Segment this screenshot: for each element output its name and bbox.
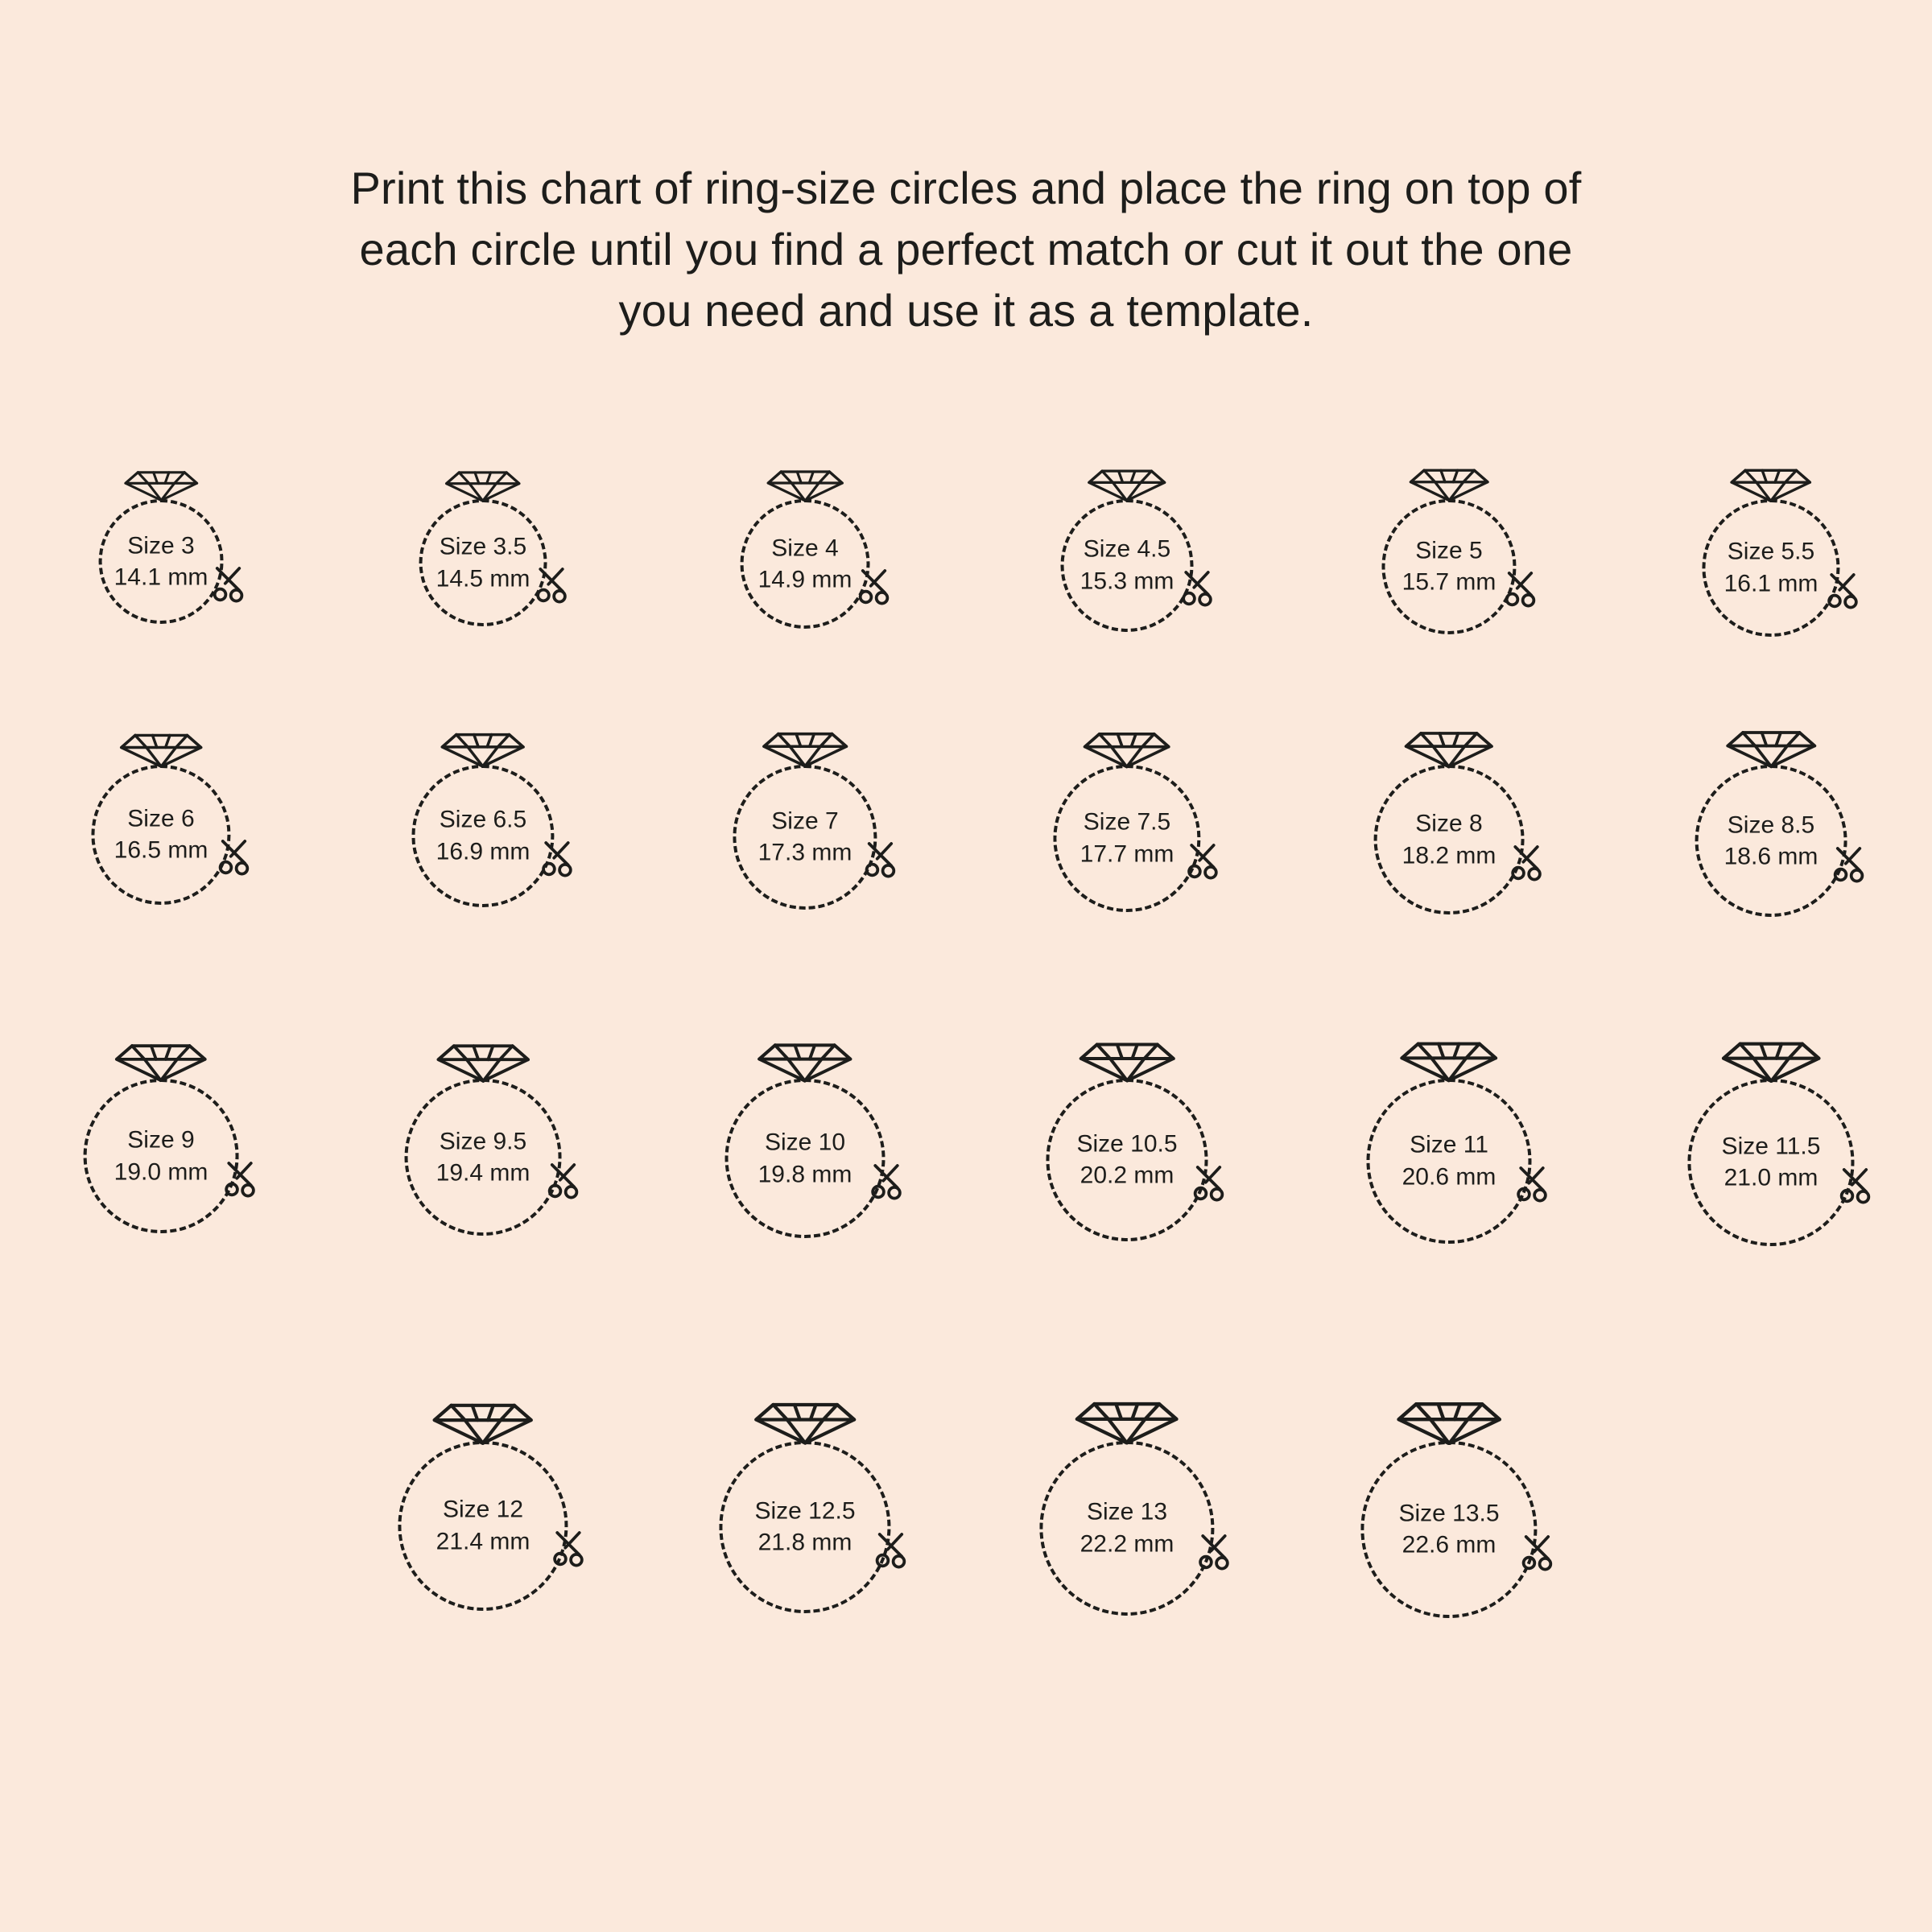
dashed-circle-icon: [725, 1079, 885, 1238]
ring-size-cell[interactable]: [1610, 1030, 1932, 1393]
ring-template: [1687, 1079, 1855, 1294]
scissors-icon: [1832, 844, 1872, 885]
ring-template: [412, 765, 555, 956]
ring-template: [719, 1441, 891, 1662]
ring-size-label: [758, 1127, 852, 1191]
ring-template: [98, 499, 223, 672]
scissors-icon: [223, 1159, 263, 1199]
ring-size-label: [758, 805, 852, 869]
diamond-gem-icon: [755, 1039, 854, 1083]
ring-size-label: [1402, 1129, 1496, 1193]
ring-diameter-mm: 19.4 mm: [436, 1159, 530, 1187]
ring-diameter-mm: 21.8 mm: [758, 1529, 852, 1556]
ring-size-number: Size 13.5: [1398, 1500, 1500, 1527]
ring-template: [84, 1079, 238, 1282]
dashed-circle-icon: [1040, 1441, 1215, 1616]
scissors-icon: [546, 1161, 586, 1201]
dashed-circle-icon: [1054, 765, 1201, 912]
scissors-icon: [1509, 843, 1550, 883]
diamond-gem-icon: [431, 1399, 536, 1445]
ring-size-row: [0, 716, 1932, 1030]
ring-size-label: [436, 1125, 530, 1189]
ring-template: [404, 1079, 561, 1284]
ring-size-cell[interactable]: [1610, 716, 1932, 1030]
ring-size-cell[interactable]: [1288, 1030, 1610, 1393]
ring-size-number: Size 6.5: [439, 806, 527, 833]
ring-size-label: [754, 1495, 855, 1558]
ring-size-cell[interactable]: [1288, 1393, 1610, 1771]
ring-size-number: Size 5.5: [1727, 538, 1815, 565]
scissors-icon: [1197, 1532, 1237, 1572]
ring-size-cell[interactable]: [644, 1393, 966, 1771]
dashed-circle-icon: [91, 765, 231, 905]
scissors-icon: [873, 1530, 914, 1571]
ring-template: [91, 765, 231, 953]
ring-size-number: Size 12: [442, 1496, 524, 1523]
dashed-circle-icon: [1374, 765, 1524, 914]
dashed-circle-icon: [1695, 765, 1847, 917]
scissors-icon: [1503, 569, 1543, 609]
scissors-icon: [1186, 841, 1226, 881]
diamond-gem-icon: [1407, 465, 1491, 502]
ring-template: [725, 1079, 885, 1286]
ring-size-number: Size 7: [771, 807, 839, 835]
dashed-circle-icon: [1381, 499, 1517, 634]
diamond-gem-icon: [1402, 728, 1496, 769]
scissors-icon: [863, 840, 903, 880]
ring-size-label: [114, 1125, 208, 1188]
ring-size-label: [1402, 808, 1496, 872]
ring-template: [1046, 1079, 1208, 1290]
diamond-gem-icon: [1081, 729, 1172, 769]
ring-size-cell[interactable]: [966, 1030, 1288, 1393]
diamond-gem-icon: [1398, 1038, 1501, 1083]
ring-size-label: [1402, 535, 1496, 598]
ring-size-cell[interactable]: [644, 451, 966, 716]
ring-diameter-mm: 16.9 mm: [436, 838, 530, 865]
ring-size-cell[interactable]: [966, 1393, 1288, 1771]
ring-size-label: [1080, 1496, 1174, 1560]
ring-size-label: [1724, 809, 1818, 873]
dashed-circle-icon: [412, 765, 555, 907]
ring-size-number: Size 6: [127, 805, 195, 832]
ring-diameter-mm: 16.5 mm: [114, 836, 208, 864]
ring-size-cell[interactable]: [644, 1030, 966, 1393]
ring-size-number: Size 8: [1415, 810, 1483, 837]
ring-size-row: [0, 1393, 1932, 1771]
ring-size-label: [436, 804, 530, 868]
diamond-gem-icon: [439, 729, 526, 768]
ring-size-label: [1722, 1130, 1821, 1194]
scissors-icon: [1515, 1164, 1555, 1204]
ring-template: [1703, 499, 1840, 685]
dashed-circle-icon: [1367, 1079, 1532, 1244]
ring-diameter-mm: 21.0 mm: [1724, 1164, 1818, 1191]
ring-size-number: Size 11.5: [1721, 1133, 1821, 1160]
ring-diameter-mm: 20.2 mm: [1080, 1162, 1174, 1189]
ring-size-label: [114, 530, 208, 593]
ring-size-cell[interactable]: [322, 451, 644, 716]
ring-diameter-mm: 18.6 mm: [1724, 843, 1818, 870]
ring-size-label: [114, 803, 208, 866]
dashed-circle-icon: [398, 1441, 568, 1611]
ring-size-number: Size 10: [764, 1129, 846, 1156]
ring-size-cell[interactable]: [966, 451, 1288, 716]
diamond-gem-icon: [1077, 1038, 1178, 1083]
dashed-circle-icon: [1360, 1441, 1538, 1618]
ring-diameter-mm: 17.3 mm: [758, 839, 852, 866]
ring-diameter-mm: 19.8 mm: [758, 1161, 852, 1188]
ring-diameter-mm: 15.3 mm: [1080, 568, 1174, 595]
ring-template: [1695, 765, 1847, 965]
dashed-circle-icon: [1046, 1079, 1208, 1241]
ring-size-row: [0, 451, 1932, 716]
ring-diameter-mm: 16.1 mm: [1724, 570, 1818, 597]
scissors-icon: [1826, 571, 1866, 611]
scissors-icon: [869, 1162, 909, 1202]
ring-diameter-mm: 22.2 mm: [1080, 1530, 1174, 1558]
ring-size-grid: [0, 451, 1932, 1771]
ring-size-number: Size 8.5: [1727, 811, 1815, 839]
scissors-icon: [551, 1529, 591, 1569]
ring-template: [1374, 765, 1524, 963]
dashed-circle-icon: [733, 765, 877, 910]
diamond-gem-icon: [122, 468, 200, 502]
dashed-circle-icon: [1703, 499, 1840, 637]
ring-template: [1061, 499, 1194, 680]
ring-size-cell[interactable]: [966, 716, 1288, 1030]
scissors-icon: [1180, 568, 1220, 609]
diamond-gem-icon: [1724, 727, 1818, 769]
ring-size-number: Size 4.5: [1083, 535, 1171, 563]
scissors-icon: [217, 837, 257, 877]
ring-size-label: [1724, 536, 1818, 600]
ring-template: [1367, 1079, 1532, 1292]
ring-size-cell[interactable]: [0, 716, 322, 1030]
ring-template: [419, 499, 547, 675]
dashed-circle-icon: [1687, 1079, 1855, 1246]
ring-size-cell[interactable]: [0, 451, 322, 716]
diamond-gem-icon: [1728, 465, 1814, 503]
ring-diameter-mm: 19.0 mm: [114, 1158, 208, 1186]
ring-diameter-mm: 20.6 mm: [1402, 1163, 1496, 1191]
ring-size-number: Size 3.5: [439, 533, 527, 560]
ring-size-label: [436, 531, 530, 595]
ring-diameter-mm: 17.7 mm: [1080, 840, 1174, 868]
ring-template: [1040, 1441, 1215, 1664]
ring-size-number: Size 13: [1086, 1498, 1168, 1525]
ring-template: [1054, 765, 1201, 960]
ring-diameter-mm: 14.1 mm: [114, 564, 208, 591]
ring-size-label: [1080, 534, 1174, 597]
diamond-gem-icon: [752, 1398, 858, 1445]
ring-size-number: Size 4: [771, 535, 839, 562]
dashed-circle-icon: [1061, 499, 1194, 632]
ring-size-number: Size 9.5: [439, 1128, 527, 1155]
ring-size-cell[interactable]: [322, 716, 644, 1030]
ring-size-label: [1080, 807, 1174, 870]
scissors-icon: [540, 839, 580, 879]
ring-diameter-mm: 18.2 mm: [1402, 842, 1496, 869]
diamond-gem-icon: [1073, 1397, 1181, 1445]
ring-size-number: Size 11: [1410, 1131, 1488, 1158]
ring-diameter-mm: 21.4 mm: [436, 1528, 530, 1555]
ring-size-cell[interactable]: [1288, 451, 1610, 716]
ring-template: [733, 765, 877, 958]
diamond-gem-icon: [1394, 1397, 1504, 1446]
diamond-gem-icon: [118, 730, 204, 768]
ring-diameter-mm: 14.9 mm: [758, 566, 852, 593]
dashed-circle-icon: [740, 499, 869, 629]
dashed-circle-icon: [419, 499, 547, 626]
ring-size-label: [1076, 1128, 1177, 1191]
ring-diameter-mm: 15.7 mm: [1402, 568, 1496, 596]
ring-size-number: Size 10.5: [1076, 1130, 1178, 1158]
ring-template: [740, 499, 869, 677]
scissors-icon: [1838, 1166, 1878, 1206]
ring-size-cell[interactable]: [322, 1030, 644, 1393]
diamond-gem-icon: [1086, 466, 1168, 502]
dashed-circle-icon: [404, 1079, 561, 1236]
dashed-circle-icon: [98, 499, 223, 624]
scissors-icon: [857, 567, 898, 607]
dashed-circle-icon: [719, 1441, 891, 1613]
diamond-gem-icon: [434, 1040, 531, 1083]
ring-template: [1360, 1441, 1538, 1666]
ring-size-number: Size 3: [127, 532, 195, 559]
scissors-icon: [211, 564, 251, 605]
ring-size-label: [436, 1494, 530, 1558]
page-title: Print this chart of ring-size circles and place the ring on top of each circle until you find a perfect match or cut it out the one you need and use it as a template.: [350, 163, 1582, 336]
ring-size-number: Size 12.5: [754, 1497, 856, 1525]
ring-size-cell[interactable]: [644, 716, 966, 1030]
diamond-gem-icon: [444, 468, 522, 502]
scissors-icon: [534, 565, 574, 605]
ring-size-label: [758, 532, 852, 596]
scissors-icon: [1192, 1163, 1232, 1203]
diamond-gem-icon: [1719, 1038, 1823, 1084]
ring-template: [1381, 499, 1517, 683]
dashed-circle-icon: [84, 1079, 238, 1233]
ring-size-label: [1398, 1497, 1499, 1561]
ring-size-cell[interactable]: [1288, 716, 1610, 1030]
ring-size-cell[interactable]: [322, 1393, 644, 1771]
ring-diameter-mm: 22.6 mm: [1402, 1531, 1496, 1558]
diamond-gem-icon: [113, 1040, 208, 1083]
ring-size-number: Size 5: [1415, 537, 1483, 564]
ring-size-number: Size 9: [127, 1126, 195, 1154]
ring-size-cell[interactable]: [0, 1030, 322, 1393]
ring-diameter-mm: 14.5 mm: [436, 565, 530, 592]
diamond-gem-icon: [760, 729, 849, 768]
ring-template: [398, 1441, 568, 1659]
ring-size-row: [0, 1030, 1932, 1393]
ring-size-number: Size 7.5: [1083, 808, 1171, 836]
diamond-gem-icon: [765, 467, 845, 502]
scissors-icon: [1520, 1533, 1560, 1573]
ring-size-cell[interactable]: [1610, 451, 1932, 716]
